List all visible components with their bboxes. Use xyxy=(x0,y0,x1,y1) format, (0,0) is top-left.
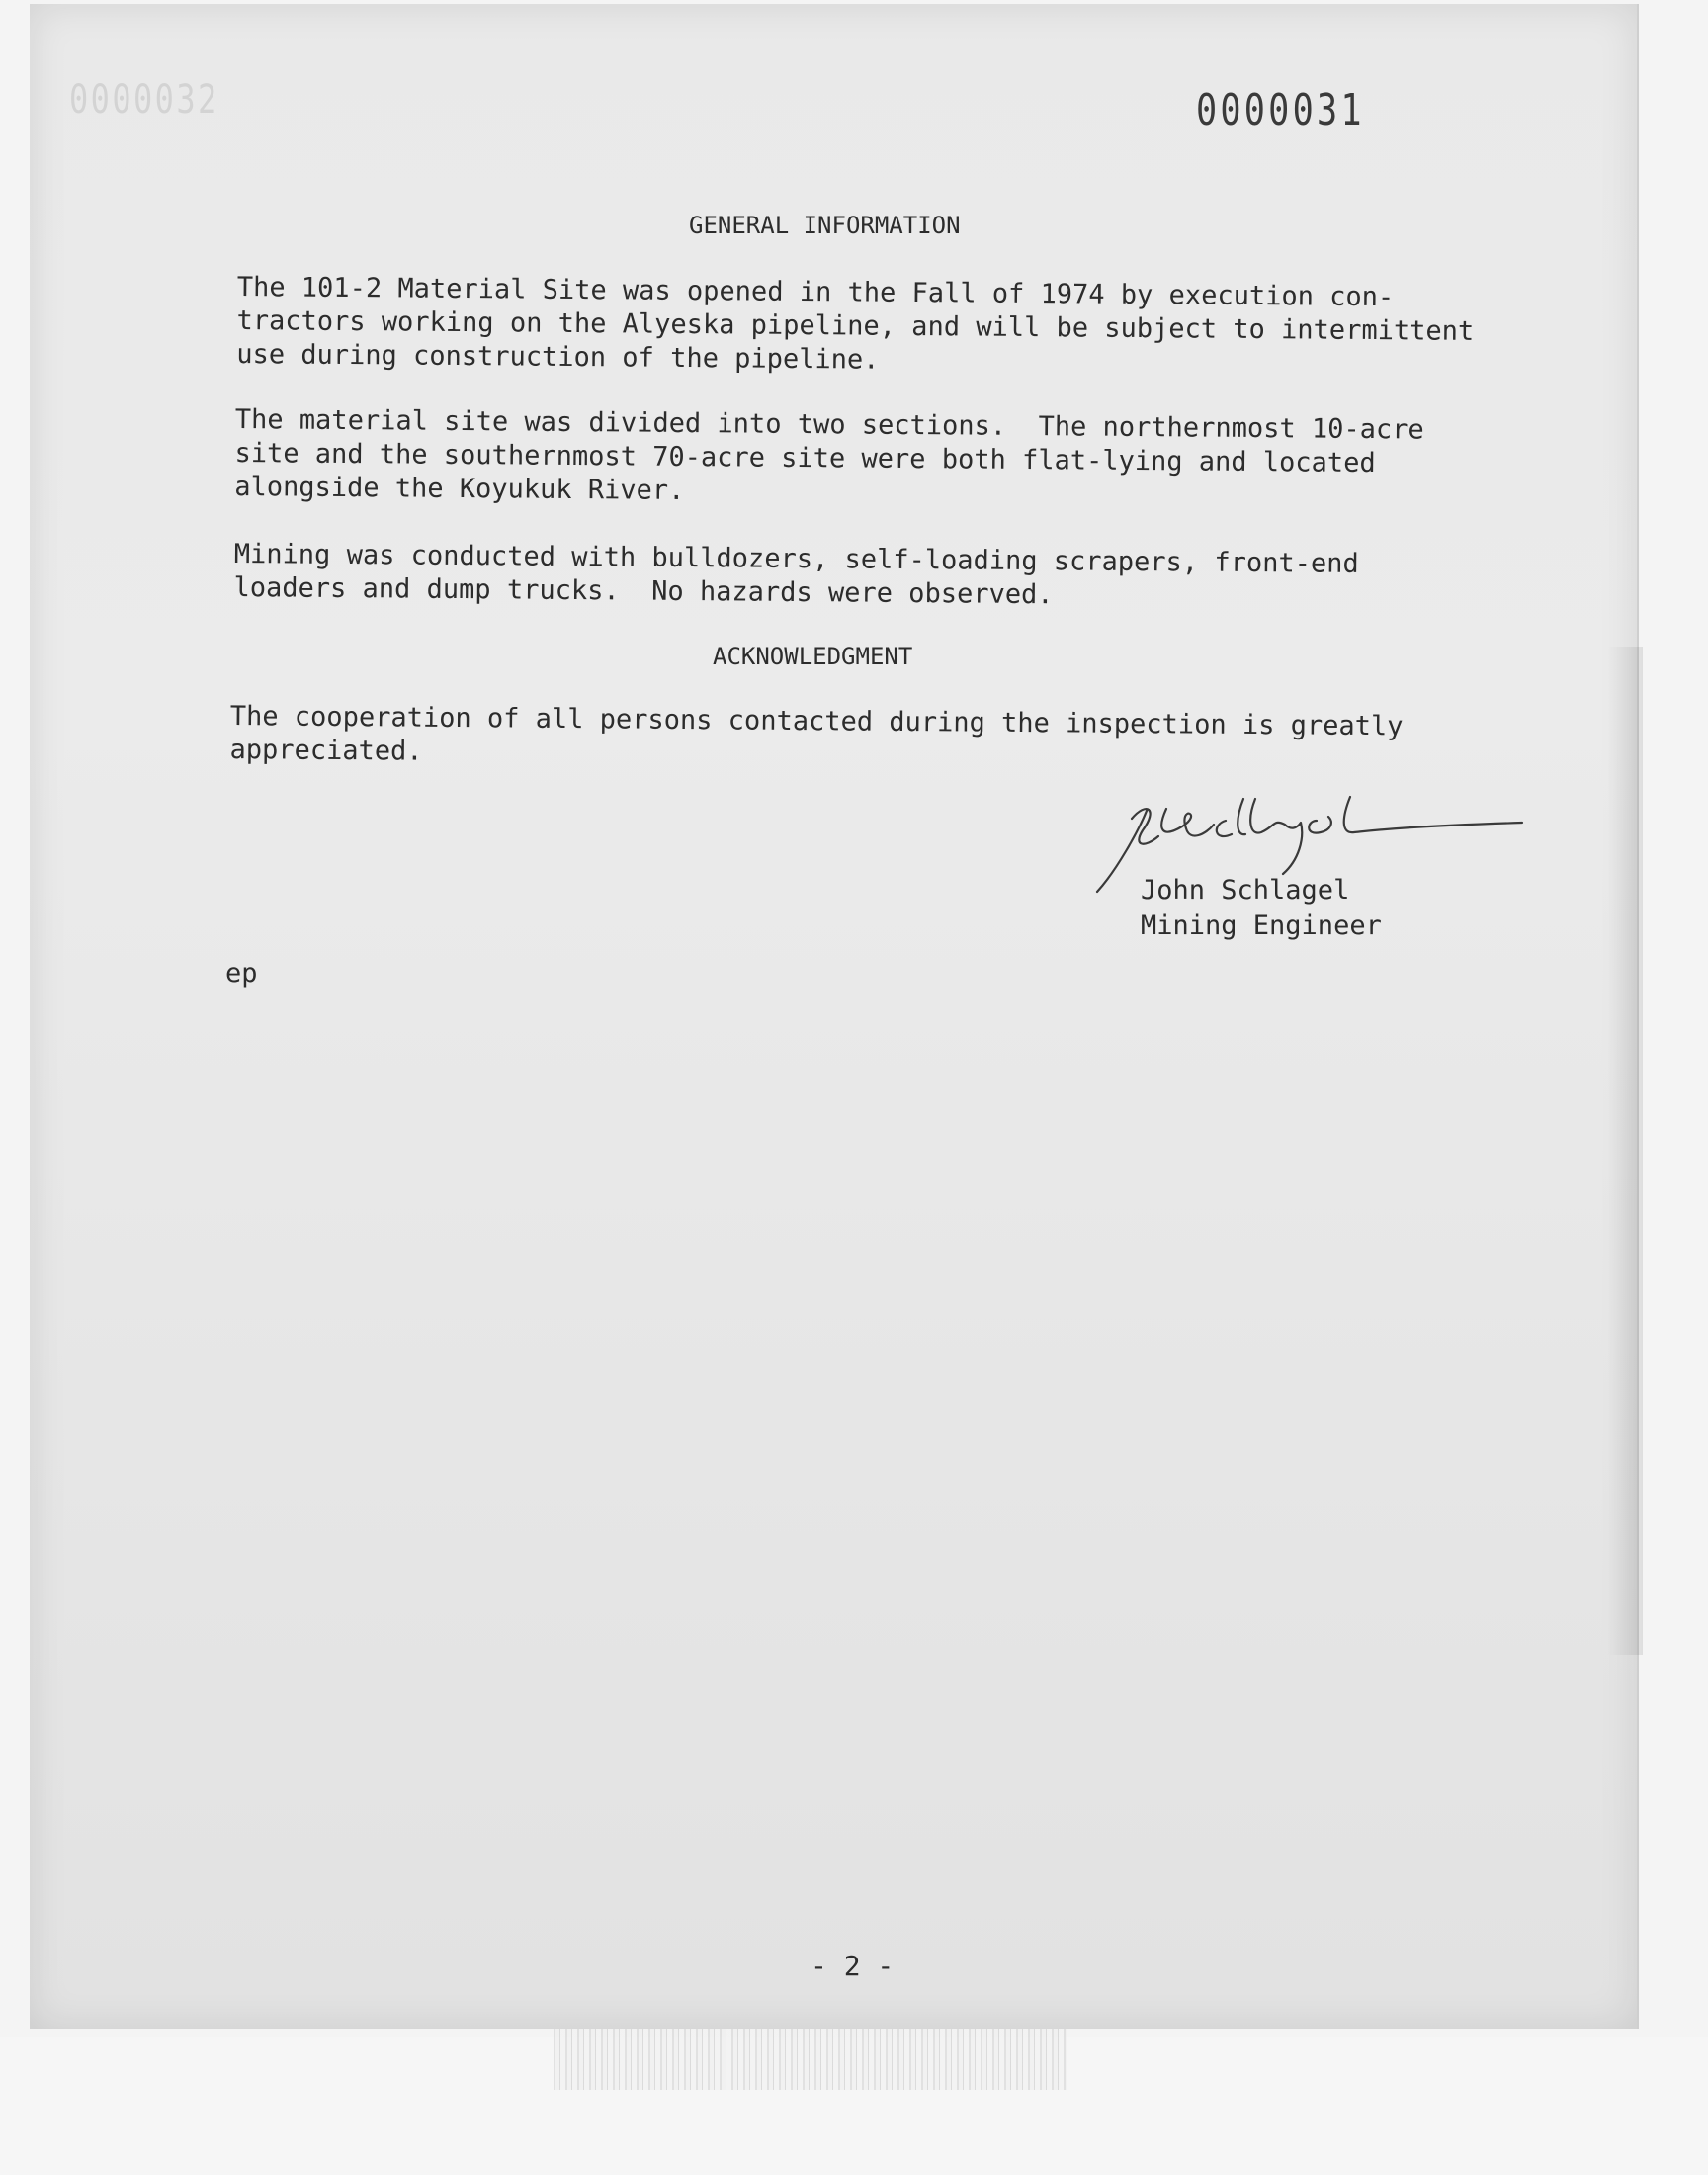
paragraph-3 xyxy=(233,538,1358,615)
bleed-through-number: 0000032 xyxy=(69,77,219,123)
paragraph-line: The cooperation of all persons contacted during the inspection is greatly xyxy=(229,700,1404,742)
paragraph-2 xyxy=(234,403,1424,514)
page-fold-shadow xyxy=(1607,647,1643,1655)
paragraph-line: appreciated. xyxy=(229,734,423,767)
typist-initials: ep xyxy=(225,958,258,989)
paragraph-line: tractors working on the Alyeska pipeline, and will be subject to intermittent xyxy=(236,304,1475,347)
page-number: - 2 - xyxy=(811,1950,895,1982)
general-information-heading: GENERAL INFORMATION xyxy=(689,212,961,239)
paragraph-line: alongside the Koyukuk River. xyxy=(234,471,685,506)
signer-title: Mining Engineer xyxy=(1141,911,1382,941)
acknowledgment-paragraph xyxy=(229,700,1403,777)
signer-name: John Schlagel xyxy=(1141,875,1350,906)
paragraph-1 xyxy=(236,271,1475,383)
acknowledgment-heading: ACKNOWLEDGMENT xyxy=(713,643,913,670)
document-number: 0000031 xyxy=(1196,85,1365,135)
paragraph-line: Mining was conducted with bulldozers, self-loading scrapers, front-end xyxy=(233,538,1359,579)
scanner-streaks xyxy=(554,2029,1068,2090)
paragraph-line: The 101-2 Material Site was opened in the Fall of 1974 by execution con- xyxy=(236,271,1395,313)
paragraph-line: loaders and dump trucks. No hazards were observed. xyxy=(233,571,1054,611)
paragraph-line: The material site was divided into two sections. The northernmost 10-acre xyxy=(234,403,1424,446)
paragraph-line: use during construction of the pipeline. xyxy=(236,338,880,376)
paragraph-line: site and the southernmost 70-acre site were both flat-lying and located xyxy=(234,437,1376,479)
